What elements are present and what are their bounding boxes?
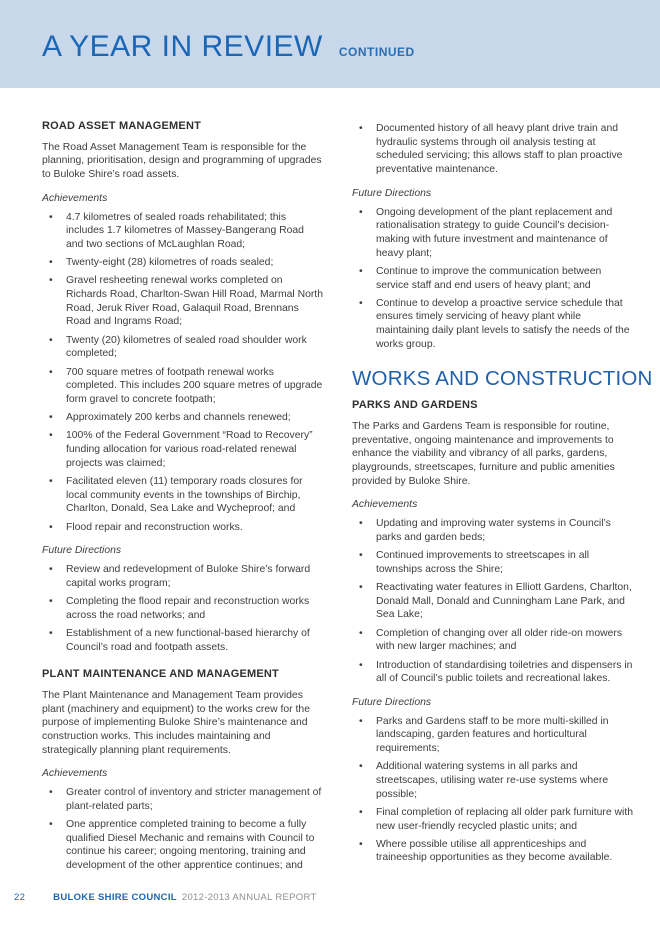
bullet-item: • Additional watering systems in all parks and streetscapes, utilising water re-use systems where possible; [352, 760, 634, 801]
subheading: Future Directions [352, 187, 432, 199]
bullet-item: • 100% of the Federal Government “Road to Recovery” funding allocation for various road-related renewal projects was claimed; [42, 429, 324, 470]
header-band [0, 0, 660, 88]
footer [14, 892, 317, 903]
subheading: Achievements [42, 192, 108, 204]
bullet-item: • Greater control of inventory and stricter management of plant-related parts; [42, 786, 324, 813]
section-heading: PLANT MAINTENANCE AND MANAGEMENT [42, 668, 279, 681]
subheading: Achievements [42, 768, 108, 780]
bullet-item: • Documented history of all heavy plant drive train and hydraulic systems through oil analysis testing at scheduled servicing; this allows staff to plan proactive preventative maintenance. [352, 122, 634, 177]
bullet-item: • 4.7 kilometres of sealed roads rehabilitated; this includes 1.7 kilometres of Massey-Bangerang Road and two sections of McLaughlan Road; [42, 211, 324, 252]
bullet-item: • Completing the flood repair and reconstruction works across the road networks; and [42, 595, 324, 622]
bullet-item: • Gravel resheeting renewal works completed on Richards Road, Charlton-Swan Hill Road, Marmal North Road, Jeruk River Road, Galaquil Road, Brennans Road and Ingrams Road; [42, 274, 324, 329]
bullet-list [352, 206, 634, 352]
bullet-list [352, 122, 634, 177]
bullet-item: • Establishment of a new functional-based hierarchy of Council’s road and footpath assets. [42, 627, 324, 654]
bullet-item: • Review and redevelopment of Buloke Shire’s forward capital works program; [42, 563, 324, 590]
footer-brand: BULOKE SHIRE COUNCIL [53, 892, 177, 903]
bullet-item: • Twenty-eight (28) kilometres of roads sealed; [42, 256, 324, 270]
right-column [352, 118, 653, 871]
paragraph: The Road Asset Management Team is responsible for the planning, prioritisation, design and programming of upgrades to Buloke Shire’s road assets. [42, 141, 322, 181]
paragraph: The Plant Maintenance and Management Team provides plant (machinery and equipment) to the works crew for the purpose of implementing Buloke Shire’s maintenance and construction works. This includes maintaining and strategically planning plant requirements. [42, 689, 310, 756]
big-heading: WORKS AND CONSTRUCTION [352, 366, 653, 390]
bullet-item: • 700 square metres of footpath renewal works completed. This includes 200 square metres of upgrade form gravel to concrete footpath; [42, 366, 324, 407]
bullet-item: • Final completion of replacing all older park furniture with new user-friendly recycled plastic units; and [352, 806, 634, 833]
section-heading: PARKS AND GARDENS [352, 399, 478, 412]
bullet-item: • Where possible utilise all apprenticeships and traineeship opportunities as they become available. [352, 838, 634, 865]
page-title: A YEAR IN REVIEW [42, 30, 323, 63]
bullet-list [42, 211, 324, 535]
bullet-item: • Continue to develop a proactive service schedule that ensures timely servicing of heavy plant while maintaining daily plant levels to satisfy the needs of the works group. [352, 297, 634, 352]
bullet-item: • Introduction of standardising toiletries and dispensers in all of Council’s public toilets and recreational lakes. [352, 659, 634, 686]
section-heading: ROAD ASSET MANAGEMENT [42, 120, 202, 132]
bullet-list [352, 517, 634, 686]
footer-report: 2012-2013 ANNUAL REPORT [181, 892, 317, 903]
bullet-list [352, 715, 634, 866]
bullet-item: • Continued improvements to streetscapes in all townships across the Shire; [352, 549, 634, 576]
bullet-list [42, 563, 324, 654]
bullet-item: • Continue to improve the communication between service staff and end users of heavy plant; and [352, 265, 634, 292]
bullet-item: • Parks and Gardens staff to be more multi-skilled in landscaping, garden features and horticultural requirements; [352, 715, 634, 756]
subheading: Achievements [352, 499, 418, 511]
bullet-item: • Ongoing development of the plant replacement and rationalisation strategy to guide Council’s decision-making with future investment and maintenance of heavy plant; [352, 206, 634, 261]
bullet-item: • One apprentice completed training to become a fully qualified Diesel Mechanic and remains with Council to continue his career; ongoing mentoring, training and development of the other apprentice continues; and [42, 818, 324, 873]
subheading: Future Directions [352, 696, 432, 708]
bullet-item: • Flood repair and reconstruction works. [42, 521, 324, 535]
bullet-item: • Completion of changing over all older ride-on mowers with new larger machines; and [352, 627, 634, 654]
bullet-item: • Approximately 200 kerbs and channels renewed; [42, 411, 324, 425]
left-column [42, 118, 324, 879]
bullet-item: • Reactivating water features in Elliott Gardens, Charlton, Donald Mall, Donald and Cunningham Lane Park, and Sea Lake; [352, 581, 634, 622]
paragraph: The Parks and Gardens Team is responsible for routine, preventative, ongoing maintenance and improvements to enhance the viability and vibrancy of all parks, gardens, playgrounds, streetscapes, furniture and public amenities provided by Buloke Shire. [352, 420, 615, 487]
bullet-list [42, 786, 324, 873]
subheading: Future Directions [42, 545, 122, 557]
bullet-item: • Updating and improving water systems in Council’s parks and garden beds; [352, 517, 634, 544]
continued-label: CONTINUED [338, 45, 415, 59]
page-number: 22 [14, 892, 26, 903]
header [42, 30, 415, 64]
bullet-item: • Facilitated eleven (11) temporary roads closures for local community events in the townships of Birchip, Charlton, Donald, Sea Lake and Wycheproof; and [42, 475, 324, 516]
bullet-item: • Twenty (20) kilometres of sealed road shoulder work completed; [42, 334, 324, 361]
